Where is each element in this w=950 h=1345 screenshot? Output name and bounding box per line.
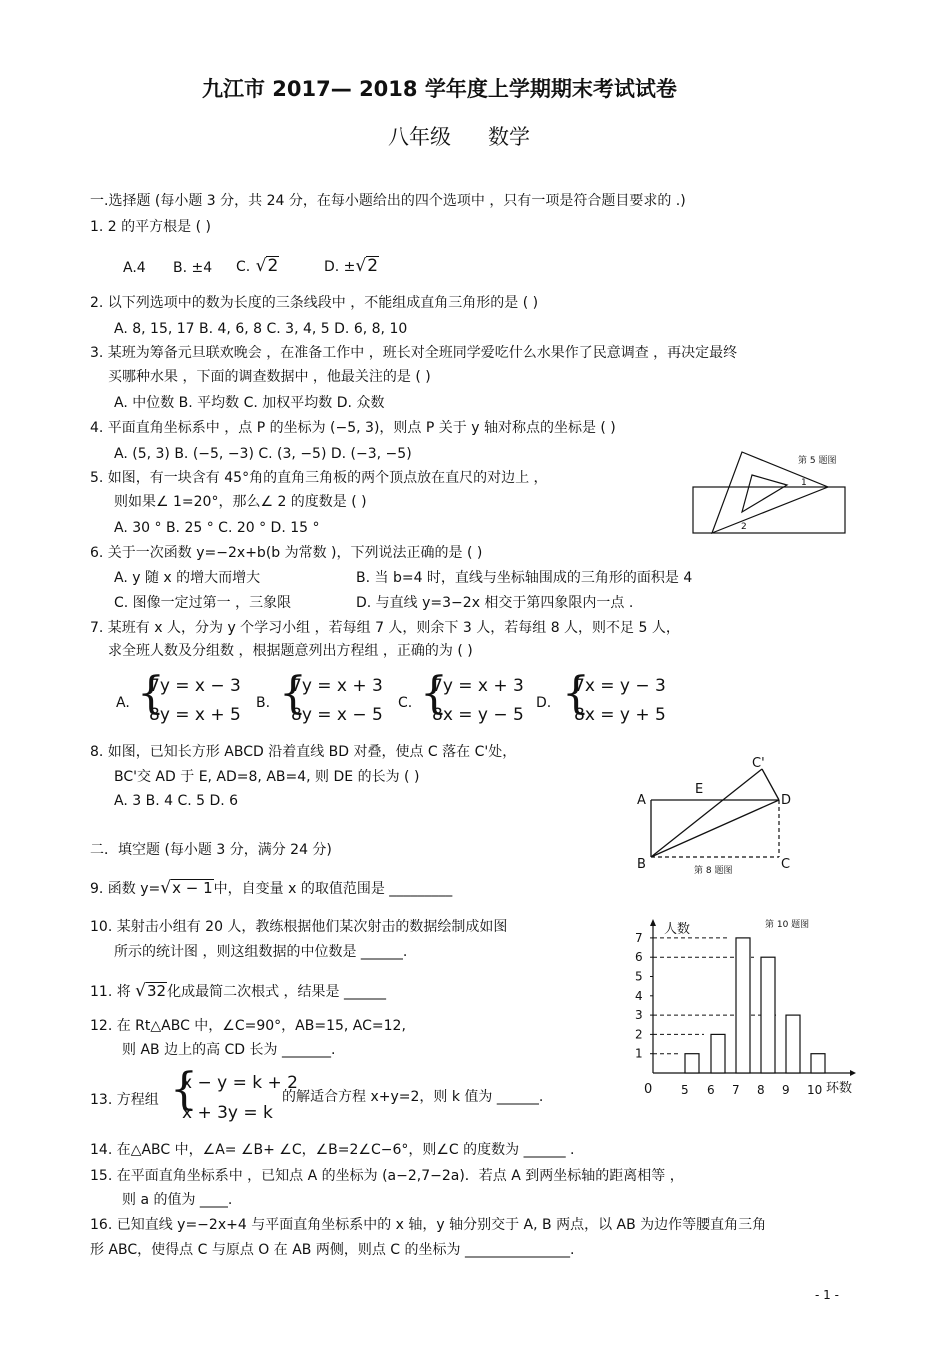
- q6-stem: 6. 关于一次函数 y=−2x+b(b 为常数 )，下列说法正确的是 ( ): [90, 545, 483, 561]
- chart-y-label: 人数: [664, 922, 691, 937]
- q8-options: A. 3 B. 4 C. 5 D. 6: [114, 793, 239, 809]
- q1-option-c: C. √2: [236, 256, 279, 276]
- q11: 11. 将 √32化成最简二次根式 ，结果是 ______: [90, 981, 387, 1001]
- angle-1-label: 1: [801, 478, 807, 488]
- q12-stem-line2: 则 AB 边上的高 CD 长为 _______.: [122, 1042, 336, 1058]
- q3-options: A. 中位数 B. 平均数 C. 加权平均数 D. 众数: [114, 395, 385, 411]
- chart-x-axis-arrow: [850, 1070, 856, 1076]
- chart-bar-7: [736, 938, 750, 1073]
- section2-heading: 二．填空题 (每小题 3 分，满分 24 分): [90, 842, 332, 858]
- chart-y-axis-arrow: [650, 919, 656, 926]
- chart-origin-label: 0: [644, 1082, 653, 1097]
- chart-y-tick-label-7: 7: [635, 930, 643, 945]
- angle-2-label: 2: [741, 522, 747, 532]
- q16-stem-line2: 形 ABC，使得点 C 与原点 O 在 AB 两侧，则点 C 的坐标为 _______________.: [90, 1242, 575, 1258]
- q3-stem-line1: 3. 某班为筹备元旦联欢晚会 ，在准备工作中 ，班长对全班同学爱吃什么水果作了民意调查 ，再决定最终: [90, 345, 738, 361]
- chart-x-tick-label-7: 7: [732, 1083, 740, 1097]
- q5-stem-line2: 则如果∠ 1=20°，那么∠ 2 的度数是 ( ): [114, 494, 367, 510]
- point-c-prime-label: C': [752, 756, 765, 771]
- q6-option-b: B. 当 b=4 时，直线与坐标轴围成的三角形的面积是 4: [356, 570, 693, 586]
- q8-fig-caption: 第 8 题图: [694, 866, 733, 876]
- q3-stem-line2: 买哪种水果 ，下面的调查数据中 ，他最关注的是 ( ): [108, 369, 431, 385]
- page-title: 九江市 2017— 2018 学年度上学期期末考试试卷: [202, 77, 677, 101]
- q16-stem-line1: 16. 已知直线 y=−2x+4 与平面直角坐标系中的 x 轴，y 轴分别交于 A, B 两点，以 AB 为边作等腰直角三角: [90, 1217, 767, 1233]
- q9: 9. 函数 y=√x − 1中，自变量 x 的取值范围是 _________: [90, 878, 453, 898]
- q10-stem-line1: 10. 某射击小组有 20 人，教练根据他们某次射击的数据绘制成如图: [90, 919, 508, 935]
- q13-prefix: 13. 方程组: [90, 1092, 159, 1108]
- q1-option-d: D. ±√2: [324, 256, 379, 276]
- point-b-label: B: [637, 857, 646, 872]
- q7-stem-line2: 求全班人数及分组数 ，根据题意列出方程组 ，正确的为 ( ): [108, 643, 473, 659]
- chart-y-tick-label-1: 1: [635, 1046, 643, 1061]
- chart-x-label: 环数: [826, 1081, 853, 1096]
- chart-x-tick-label-5: 5: [681, 1083, 689, 1097]
- chart-y-tick-label-3: 3: [635, 1008, 643, 1023]
- chart-title: 第 10 题图: [765, 920, 810, 930]
- point-a-label: A: [637, 793, 646, 808]
- chart-x-tick-label-6: 6: [707, 1083, 715, 1097]
- q4-stem: 4. 平面直角坐标系中 ，点 P 的坐标为 (−5, 3)，则点 P 关于 y 轴对称点的坐标是 ( ): [90, 420, 616, 436]
- q6-option-a: A. y 随 x 的增大而增大: [114, 570, 261, 586]
- chart-bar-6: [711, 1034, 725, 1073]
- chart-y-tick-label-5: 5: [635, 969, 643, 984]
- q1-stem: 1. 2 的平方根是 ( ): [90, 219, 211, 235]
- q5-options: A. 30 ° B. 25 ° C. 20 ° D. 15 °: [114, 520, 320, 536]
- q8-stem-line2: BC'交 AD 于 E, AD=8, AB=4, 则 DE 的长为 ( ): [114, 769, 420, 785]
- grade-label: 八年级: [388, 125, 451, 149]
- q5-fig-caption: 第 5 题图: [798, 456, 837, 466]
- q12-stem-line1: 12. 在 Rt△ABC 中，∠C=90°，AB=15, AC=12,: [90, 1018, 406, 1034]
- subject-label: 数学: [488, 125, 530, 149]
- chart-bar-5: [685, 1054, 699, 1073]
- q10-stem-line2: 所示的统计图 ，则这组数据的中位数是 ______.: [114, 944, 408, 960]
- chart-y-tick-label-6: 6: [635, 950, 643, 965]
- q1-option-b: B. ±4: [173, 260, 213, 276]
- q15-stem-line1: 15. 在平面直角坐标系中 ，已知点 A 的坐标为 (a−2,7−2a)．若点 A 到两坐标轴的距离相等 ，: [90, 1168, 684, 1184]
- point-d-label: D: [781, 793, 792, 808]
- chart-x-tick-label-9: 9: [782, 1083, 790, 1097]
- q2-options: A. 8, 15, 17 B. 4, 6, 8 C. 3, 4, 5 D. 6, 8, 10: [114, 321, 408, 337]
- q14-stem: 14. 在△ABC 中，∠A= ∠B+ ∠C，∠B=2∠C−6°，则∠C 的度数为 ______ .: [90, 1142, 575, 1158]
- q2-stem: 2. 以下列选项中的数为长度的三条线段中 ，不能组成直角三角形的是 ( ): [90, 295, 539, 311]
- chart-bar-9: [786, 1015, 800, 1073]
- q15-stem-line2: 则 a 的值为 ____.: [122, 1192, 233, 1208]
- chart-bar-10: [811, 1054, 825, 1073]
- q6-option-c: C. 图像一定过第一 ，三象限: [114, 595, 292, 611]
- q13-eq1: x − y = k + 2: [182, 1073, 298, 1093]
- q13-eq2: x + 3y = k: [182, 1103, 273, 1123]
- point-c-label: C: [781, 857, 791, 872]
- chart-y-tick-label-2: 2: [635, 1027, 643, 1042]
- q7-stem-line1: 7. 某班有 x 人，分为 y 个学习小组 ，若每组 7 人，则余下 3 人，若每组 8 人，则不足 5 人，: [90, 620, 680, 636]
- section1-heading: 一.选择题 (每小题 3 分，共 24 分，在每小题给出的四个选项中 ，只有一项是符合题目要求的 .): [90, 193, 686, 209]
- chart-x-tick-label-10: 10: [807, 1083, 823, 1097]
- q6-option-d: D. 与直线 y=3−2x 相交于第四象限内一点 .: [356, 595, 634, 611]
- q4-options: A. (5, 3) B. (−5, −3) C. (3, −5) D. (−3, −5): [114, 446, 412, 462]
- chart-y-tick-label-4: 4: [635, 988, 643, 1003]
- chart-bar-8: [761, 957, 775, 1073]
- q1-option-a: A.4: [123, 260, 146, 276]
- q5-stem-line1: 5. 如图，有一块含有 45°角的直角三角板的两个顶点放在直尺的对边上 ，: [90, 470, 548, 486]
- page-number: - 1 -: [815, 1288, 839, 1302]
- point-e-label: E: [695, 782, 704, 797]
- q8-stem-line1: 8. 如图，已知长方形 ABCD 沿着直线 BD 对叠，使点 C 落在 C'处，: [90, 744, 517, 760]
- q13-suffix: 的解适合方程 x+y=2，则 k 值为 ______.: [282, 1089, 544, 1105]
- q13-brace: {: [170, 1064, 198, 1115]
- chart-x-tick-label-8: 8: [757, 1083, 765, 1097]
